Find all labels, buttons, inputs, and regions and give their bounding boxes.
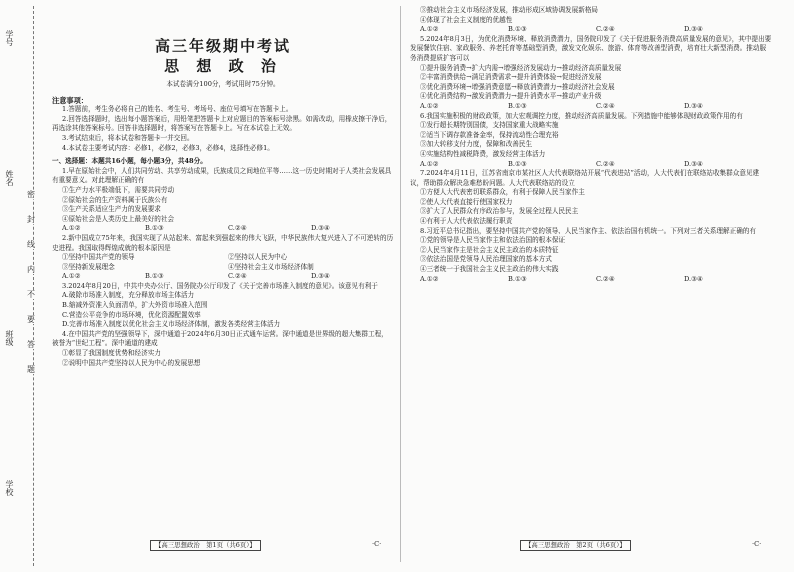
question-option: ②坚持以人民为中心 [228,253,288,262]
notice-item: 1.答题前，考生务必将自己的姓名、考生号、考场号、座位号填写在答题卡上。 [62,105,293,114]
question-option: ④三者统一于我国社会主义民主政治的伟大实践 [420,265,559,274]
answer-choice: D.③④ [684,274,703,283]
gutter-label-school: 学校 [5,480,14,496]
page-code-left: ·C· [372,540,382,548]
question-option: ③优化消费环境→增强消费意愿→释放消费潜力→推动经济社会发展 [420,82,615,91]
answer-choice: A.①② [62,272,81,281]
answer-choice: C.②④ [596,274,615,283]
answer-choice: A.①② [420,25,439,34]
answer-choice: D.③④ [684,25,703,34]
notice-heading: 注意事项： [52,95,88,105]
answer-choice: B.①③ [508,159,527,168]
answer-choice: D.③④ [311,224,330,233]
question-7 [410,169,772,227]
notice-item: 3.考试结束后，将本试卷和答题卡一并交回。 [62,133,194,142]
notice-item: 4.本试卷主要考试内容：必修1，必修2，必修3，必修4，选择性必修1。 [62,143,274,152]
question-stem: 6.我国实施积极的财政政策，加大宏观调控力度，推动经济高质量发展。下列措施中能够体现财政政策作用的有 [420,111,743,120]
answer-choice: A.①② [420,159,439,168]
question-option: ③推动社会主义市场经济发展，推动形成区域协调发展新格局 [420,6,599,14]
question-option: ①方便人大代表密切联系群众，有利于保障人民当家作主 [420,188,585,197]
question-option: ①生产力水平极端低下，需要共同劳动 [62,185,175,194]
binding-gutter [0,0,44,572]
exam-title: 高三年级期中考试 [154,37,291,55]
question-stem: 8.习近平总书记指出，要坚持中国共产党的领导、人民当家作主、依法治国有机统一。下列对三者关系理解正确的有 [420,226,756,235]
question-5 [410,35,772,112]
column-divider [400,6,401,562]
question-option: ①彰显了我国制度优势和经济实力 [62,349,161,358]
question-option: ④坚持社会主义市场经济体制 [228,262,314,271]
seal-char: 内 [27,265,35,274]
answer-choice: B.①③ [508,101,527,110]
section-heading: 一、选择题：本题共16小题，每小题3分，共48分。 [52,157,207,166]
seal-char: 答 [27,340,35,349]
question-option: ④有利于人大代表依法履行职责 [420,217,513,226]
question-stem: 4.在中国共产党的坚强领导下，深中通道于2024年6月30日正式通车运营。深中通道是世界级的超大集群工程，被誉为“世纪工程”。深中通道的建成 [52,329,388,348]
page-footer-right: 【高三思想政治 第2页（共6页）】 [520,540,631,551]
question-option: B.缩减外资准入负面清单，扩大外资市场准入范围 [62,301,208,310]
question-2 [52,234,394,282]
answer-choices [410,102,772,112]
question-option: ②人民当家作主是社会主义民主政治的本质特征 [420,245,559,254]
seal-char: 题 [27,365,35,374]
answer-choice: C.②④ [228,224,247,233]
question-option: ①提升服务消费→扩大内需→增强经济发展动力→推动经济高质量发展 [420,63,622,72]
left-column [52,6,394,554]
question-option: C.营造公平竞争的市场环境，优化资源配置效率 [62,310,201,319]
answer-choice: D.③④ [684,159,703,168]
question-option: ③扩大了人民群众有序政治参与，发展全过程人民民主 [420,207,579,216]
answer-choice: B.①③ [508,274,527,283]
seal-char: 封 [27,215,35,224]
gutter-label-class: 班级 [5,330,14,346]
question-option: ④实施结构性减税降费，激发经营主体活力 [420,149,546,158]
seal-line [33,6,34,566]
answer-choice: D.③④ [311,272,330,281]
page-footer-left: 【高三思想政治 第1页（共6页）】 [150,540,261,551]
seal-char: 要 [27,315,35,324]
question-1 [52,167,394,234]
question-stem: 1.早在原始社会中，人们共同劳动、共享劳动成果，氏族成员之间地位平等……这一历史时期对于人类社会发展具有重要意义。对此理解正确的有 [52,166,392,185]
page-code-right: ·C· [752,540,762,548]
question-option: ②原始社会的生产资料属于氏族公有 [62,195,168,204]
question-6 [410,112,772,170]
question-option: ①党的领导是人民当家作主和依法治国的根本保证 [420,236,566,245]
seal-char: 密 [27,190,35,199]
question-stem: 5.2024年8月3日，为优化消费环境、释放消费潜力，国务院印发了《关于促进服务消费高质量发展的意见》，其中提出要发展餐饮住宿、家政服务、养老托育等基础型消费，激发文化娱乐、旅游、体育等改善型消费，培育壮大新型消费。推动服务消费提质扩容可以 [410,34,772,62]
answer-choices [410,275,772,285]
question-option: ③坚持新发展理念 [62,262,115,271]
question-option: ①发行超长期特别国债，支持国家重大战略实施 [420,121,559,130]
answer-choices [52,224,394,234]
question-stem: 3.2024年8月20日，中共中央办公厅、国务院办公厅印发了《关于完善市场准入制度的意见》。该意见有利于 [62,281,378,290]
question-8 [410,227,772,285]
answer-choice: A.①② [62,224,81,233]
question-option: D.完善市场准入制度以优化社会主义市场经济体制，激发各类经营主体活力 [62,320,281,329]
seal-char: 不 [27,290,35,299]
question-4 [52,330,394,368]
question-option: ④优化消费结构→激发消费潜力→提升消费水平→推动产业升级 [420,92,602,101]
option-row [52,263,394,273]
answer-choice: D.③④ [684,101,703,110]
answer-choice: A.①② [420,274,439,283]
exam-subject: 思 想 政 治 [164,57,282,75]
question-option: ③生产关系适应生产力的发展要求 [62,205,161,214]
question-3 [52,282,394,330]
right-column [410,6,772,554]
answer-choice: C.②④ [596,101,615,110]
answer-choices [52,272,394,282]
answer-choice: B.①③ [145,272,164,281]
gutter-label-name: 姓名 [5,170,14,186]
question-stem: 2.新中国成立75年来，我国实现了从站起来、富起来到强起来的伟大飞跃，中华民族伟大复兴进入了不可逆转的历史进程。我国取得辉煌成就的根本原因是 [52,233,394,252]
notice-item: 2.回答选择题时，选出每小题答案后，用铅笔把答题卡上对应题目的答案标号涂黑。如需改动，用橡皮擦干净后，再选涂其他答案标号。回答非选择题时，将答案写在答题卡上。写在本试卷上无效。 [52,114,392,133]
question-option: ③依法治国是党领导人民治理国家的基本方式 [420,255,552,264]
exam-meta: 本试卷满分100分，考试用时75分钟。 [166,80,280,88]
question-option: ②适当下调存款准备金率，保持流动性合理充裕 [420,130,559,139]
question-option: ④原始社会是人类历史上最美好的社会 [62,214,175,223]
answer-choice: C.②④ [596,25,615,34]
answer-choices [410,160,772,170]
answer-choice: B.①③ [145,224,164,233]
question-option: ②丰富消费供给→满足消费需求→提升消费体验→促进经济发展 [420,73,602,82]
option-row [52,253,394,263]
question-option: ④体现了社会主义制度的优越性 [420,15,513,24]
seal-char: 线 [27,240,35,249]
question-option: ②使人大代表直接行使国家权力 [420,197,513,206]
question-option: ②说明中国共产党坚持以人民为中心的发展思想 [62,358,201,367]
question-4-continued [410,6,772,35]
answer-choices [410,25,772,35]
answer-choice: C.②④ [596,159,615,168]
answer-choice: A.①② [420,101,439,110]
question-option: ①坚持中国共产党的领导 [62,253,135,262]
gutter-label-student-id: 学号 [5,30,14,46]
question-stem: 7.2024年4月11日，江苏省南京市某社区人大代表联络站开展“代表进站”活动，人大代表们在联络站收集群众意见建议，帮助群众解决急难愁盼问题。人大代表联络站的设立 [410,169,760,187]
question-option: ③加大转移支付力度，保障和改善民生 [420,140,533,149]
question-option: A.破除市场准入制度，充分释放市场主体活力 [62,291,195,300]
answer-choice: C.②④ [228,272,247,281]
answer-choice: B.①③ [508,25,527,34]
